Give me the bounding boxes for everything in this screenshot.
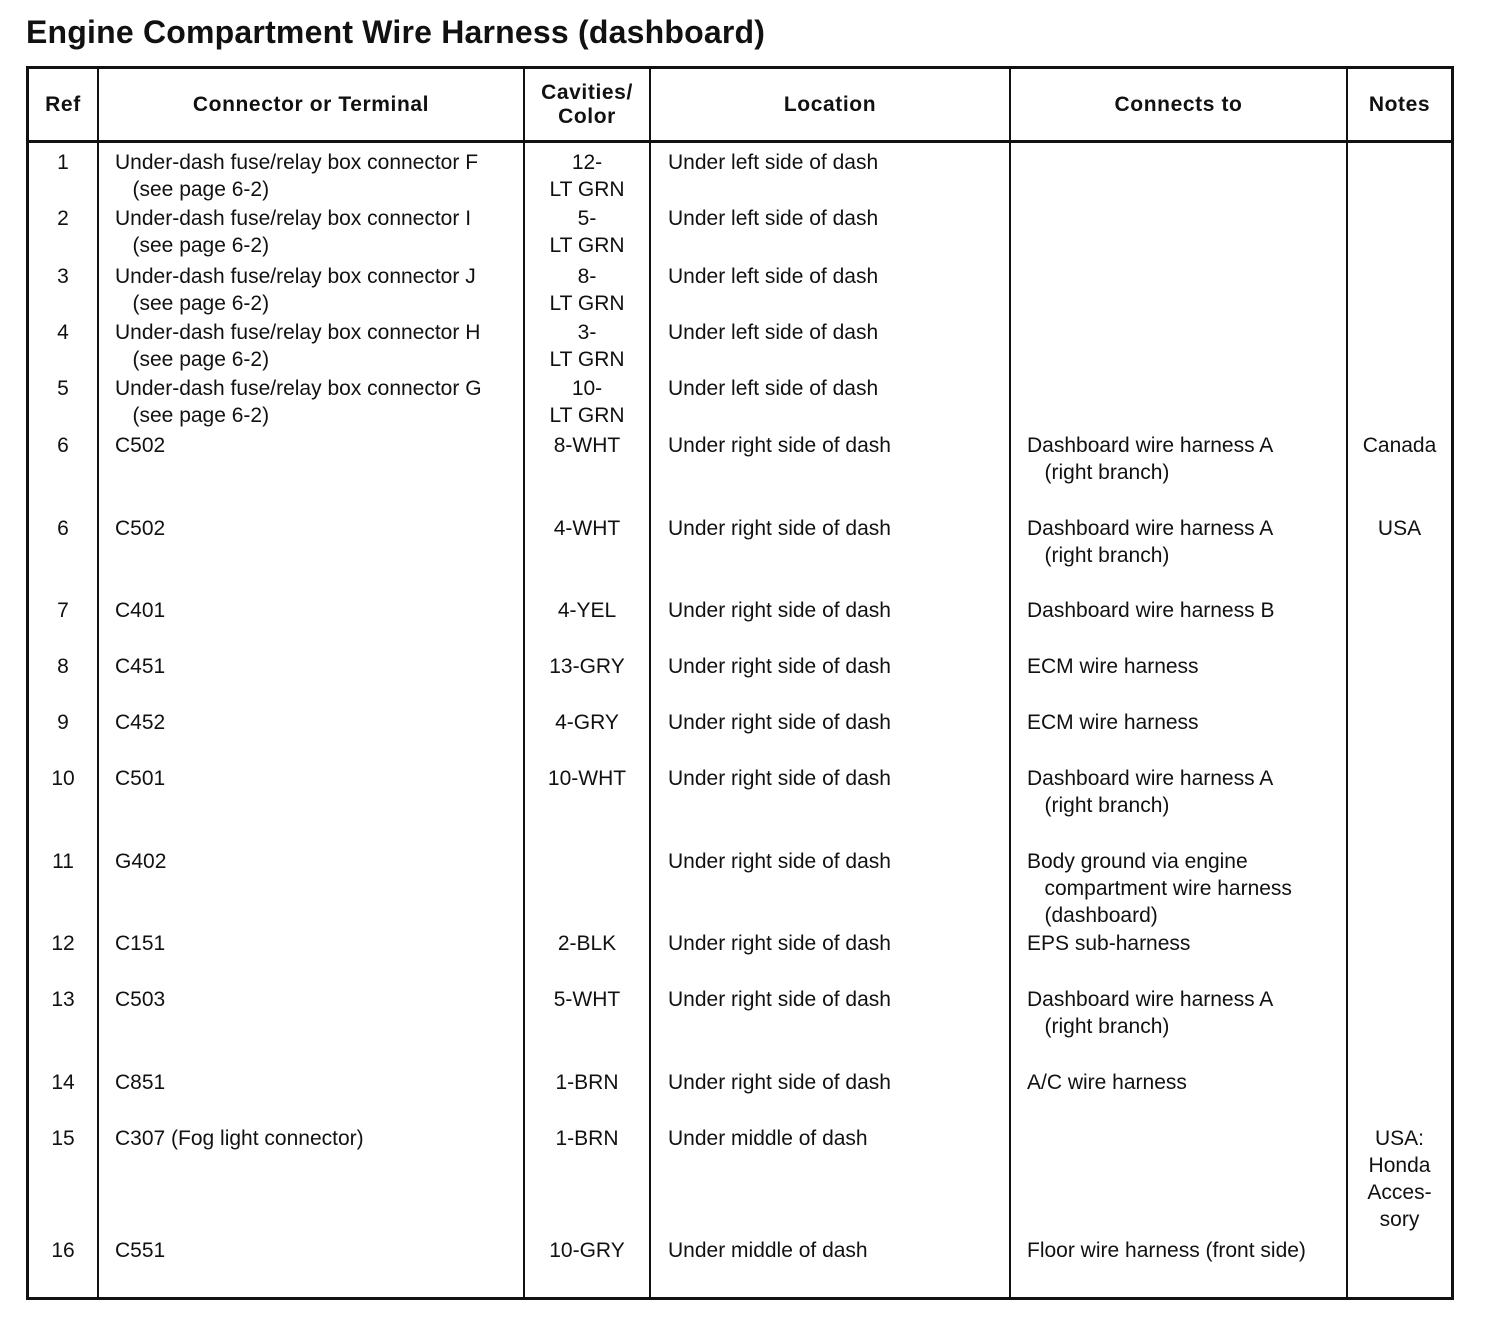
cell-location: Under right side of dash	[668, 517, 891, 540]
cell-ref: 9	[57, 711, 69, 734]
cell-ref: 10	[51, 767, 75, 790]
cell-location: Under left side of dash	[668, 151, 879, 174]
cell-notes: Canada	[1362, 434, 1437, 457]
cell-connector: C502	[115, 517, 166, 540]
cell-ref: 15	[51, 1127, 75, 1150]
cell-cavities-color: 5-WHT	[553, 988, 621, 1011]
cell-ref: 16	[51, 1239, 75, 1262]
cell-location: Under middle of dash	[668, 1127, 868, 1150]
cell-location: Under right side of dash	[668, 711, 891, 734]
cell-notes: USA: Honda Acces- sory	[1367, 1127, 1432, 1231]
header-ref: Ref	[45, 92, 81, 116]
cell-connector: Under-dash fuse/relay box connector F (see page 6-2)	[115, 151, 479, 201]
harness-table	[26, 66, 1454, 1300]
cell-connector: Under-dash fuse/relay box connector J (see page 6-2)	[115, 265, 476, 315]
cell-ref: 6	[57, 434, 69, 457]
cell-location: Under right side of dash	[668, 767, 891, 790]
cell-ref: 8	[57, 655, 69, 678]
cell-ref: 12	[51, 932, 75, 955]
cell-connector: C452	[115, 711, 166, 734]
cell-connects-to: Dashboard wire harness B	[1027, 599, 1275, 622]
cell-connector: Under-dash fuse/relay box connector H (see page 6-2)	[115, 321, 481, 371]
cell-connector: C501	[115, 767, 166, 790]
cell-location: Under right side of dash	[668, 988, 891, 1011]
cell-connector: G402	[115, 850, 167, 873]
cell-location: Under left side of dash	[668, 377, 879, 400]
cell-connects-to: Dashboard wire harness A (right branch)	[1027, 988, 1274, 1038]
column-divider	[1009, 69, 1011, 1297]
cell-location: Under left side of dash	[668, 265, 879, 288]
cell-location: Under left side of dash	[668, 207, 879, 230]
header-divider	[29, 140, 1451, 143]
cell-ref: 1	[57, 151, 69, 174]
cell-cavities-color: 1-BRN	[555, 1127, 619, 1150]
cell-location: Under right side of dash	[668, 850, 891, 873]
cell-connects-to: Dashboard wire harness A (right branch)	[1027, 434, 1274, 484]
cell-ref: 3	[57, 265, 69, 288]
cell-ref: 5	[57, 377, 69, 400]
cell-cavities-color: 10-WHT	[547, 767, 627, 790]
cell-connects-to: EPS sub-harness	[1027, 932, 1191, 955]
header-connects-to: Connects to	[1114, 92, 1243, 116]
cell-ref: 14	[51, 1071, 75, 1094]
cell-connector: C503	[115, 988, 166, 1011]
cell-location: Under right side of dash	[668, 932, 891, 955]
column-divider	[649, 69, 651, 1297]
cell-cavities-color: 1-BRN	[555, 1071, 619, 1094]
cell-ref: 6	[57, 517, 69, 540]
cell-connector: C551	[115, 1239, 166, 1262]
cell-ref: 2	[57, 207, 69, 230]
cell-connects-to: ECM wire harness	[1027, 711, 1199, 734]
cell-ref: 7	[57, 599, 69, 622]
cell-connector: Under-dash fuse/relay box connector I (see page 6-2)	[115, 207, 472, 257]
cell-connects-to: Dashboard wire harness A (right branch)	[1027, 767, 1274, 817]
cell-cavities-color: 12- LT GRN	[549, 151, 625, 201]
cell-cavities-color: 10- LT GRN	[549, 377, 625, 427]
header-location: Location	[783, 92, 877, 116]
cell-location: Under right side of dash	[668, 655, 891, 678]
cell-location: Under right side of dash	[668, 434, 891, 457]
cell-connector: Under-dash fuse/relay box connector G (see page 6-2)	[115, 377, 482, 427]
cell-connector: C851	[115, 1071, 166, 1094]
cell-connects-to: A/C wire harness	[1027, 1071, 1187, 1094]
cell-connects-to: ECM wire harness	[1027, 655, 1199, 678]
column-divider	[97, 69, 99, 1297]
cell-location: Under right side of dash	[668, 1071, 891, 1094]
cell-location: Under left side of dash	[668, 321, 879, 344]
cell-connects-to: Floor wire harness (front side)	[1027, 1239, 1306, 1262]
cell-connector: C502	[115, 434, 166, 457]
cell-ref: 4	[57, 321, 69, 344]
cell-cavities-color: 4-YEL	[557, 599, 617, 622]
cell-ref: 13	[51, 988, 75, 1011]
cell-location: Under middle of dash	[668, 1239, 868, 1262]
header-connector: Connector or Terminal	[192, 92, 430, 116]
cell-cavities-color: 2-BLK	[557, 932, 617, 955]
cell-cavities-color: 10-GRY	[549, 1239, 625, 1262]
cell-connector: C401	[115, 599, 166, 622]
cell-connector: C451	[115, 655, 166, 678]
cell-connects-to: Body ground via engine compartment wire harness (dashboard)	[1027, 850, 1292, 927]
page-title: Engine Compartment Wire Harness (dashboard)	[26, 14, 766, 50]
cell-cavities-color: 4-GRY	[555, 711, 619, 734]
cell-cavities-color: 4-WHT	[553, 517, 621, 540]
cell-location: Under right side of dash	[668, 599, 891, 622]
cell-connector: C151	[115, 932, 166, 955]
cell-cavities-color: 3- LT GRN	[549, 321, 625, 371]
header-cavities-color: Cavities/ Color	[541, 80, 633, 128]
cell-cavities-color: 13-GRY	[549, 655, 625, 678]
cell-cavities-color: 8-WHT	[553, 434, 621, 457]
cell-connector: C307 (Fog light connector)	[115, 1127, 364, 1150]
cell-ref: 11	[52, 850, 74, 873]
cell-notes: USA	[1377, 517, 1422, 540]
column-divider	[1346, 69, 1348, 1297]
header-notes: Notes	[1368, 92, 1431, 116]
cell-cavities-color: 5- LT GRN	[549, 207, 625, 257]
cell-cavities-color: 8- LT GRN	[549, 265, 625, 315]
cell-connects-to: Dashboard wire harness A (right branch)	[1027, 517, 1274, 567]
